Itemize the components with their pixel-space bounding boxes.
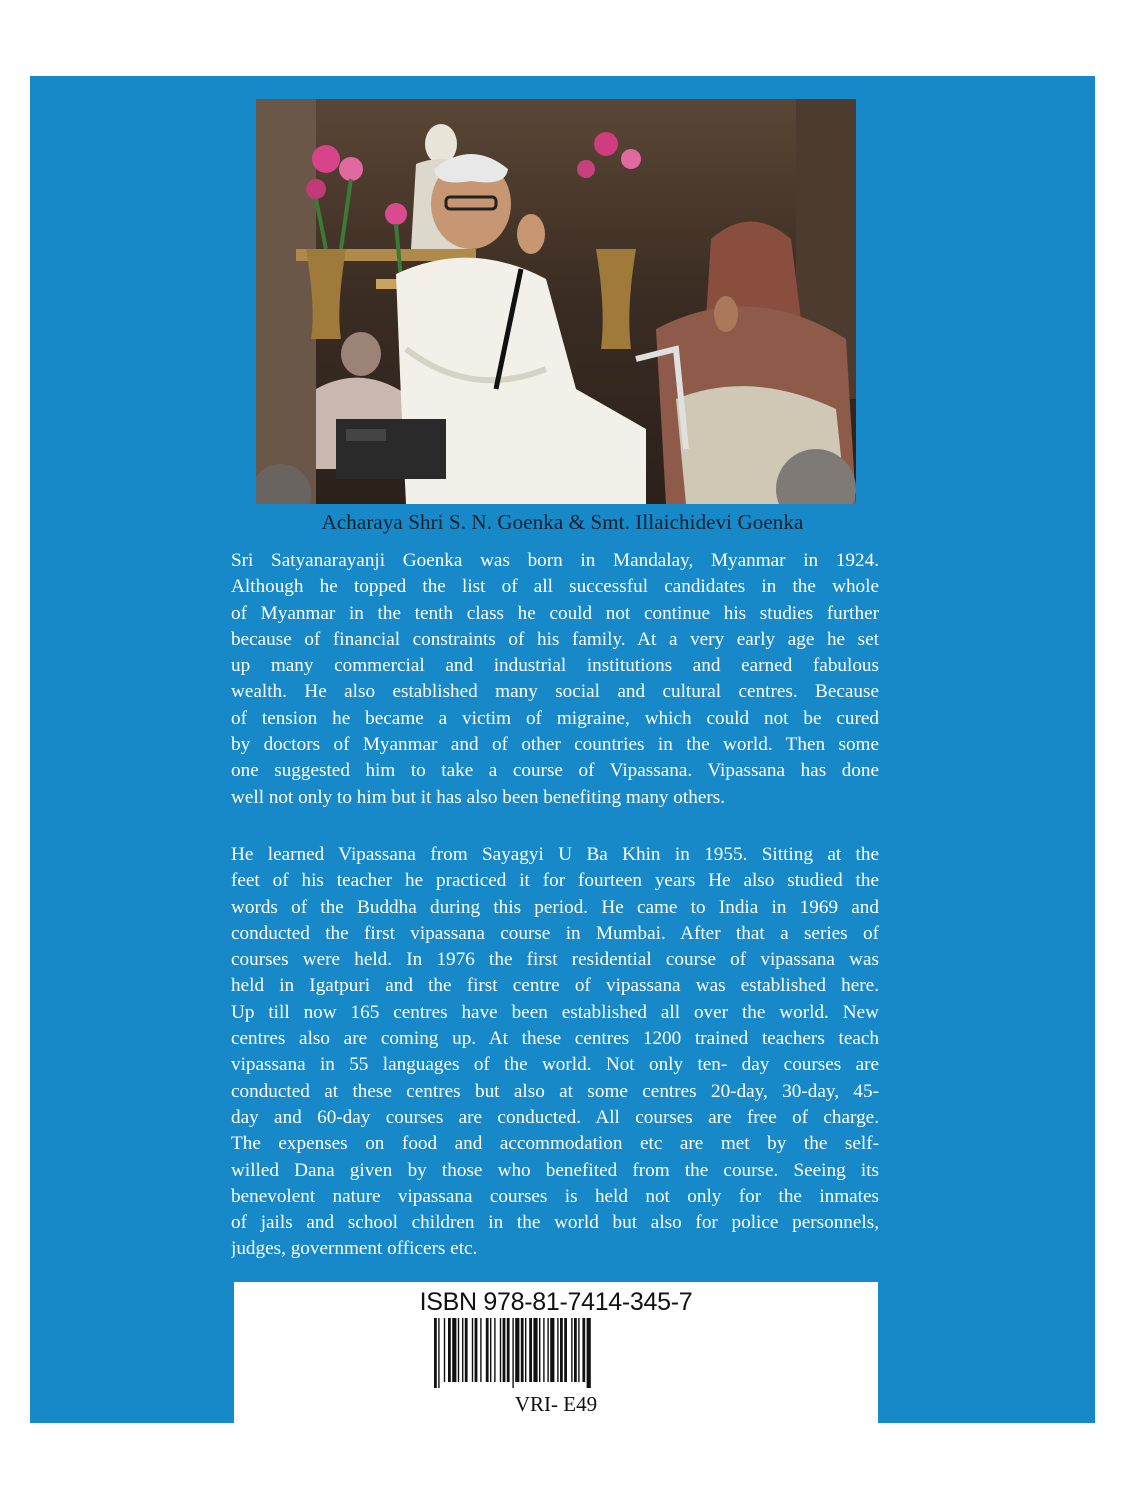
text-line: of Myanmar in the tenth class he could not continue his studies further <box>231 602 879 624</box>
biography-paragraph-2 <box>231 842 879 1263</box>
text-line: judges, government officers etc. <box>231 1238 478 1260</box>
text-line: well not only to him but it has also been benefiting many others. <box>231 786 725 808</box>
text-line: Sri Satyanarayanji Goenka was born in Mandalay, Myanmar in 1924. <box>231 550 879 571</box>
barcode-panel <box>234 1282 878 1423</box>
text-line: of tension he became a victim of migraine, which could not be cured <box>231 707 879 729</box>
photo-caption: Acharaya Shri S. N. Goenka & Smt. Illaichidevi Goenka <box>321 510 804 534</box>
text-line: Although he topped the list of all successful candidates in the whole <box>231 576 879 598</box>
text-line: by doctors of Myanmar and of other countries in the world. Then some <box>231 734 879 756</box>
text-line: feet of his teacher he practiced it for fourteen years He also studied the <box>231 870 879 892</box>
text-line: centres also are coming up. At these centres 1200 trained teachers teach <box>231 1028 879 1050</box>
back-cover <box>30 76 1095 1423</box>
text-line: The expenses on food and accommodation etc are met by the self- <box>231 1133 879 1155</box>
text-line: courses were held. In 1976 the first residential course of vipassana was <box>231 949 879 971</box>
text-line: of jails and school children in the world but also for police personnels, <box>231 1212 879 1234</box>
barcode-icon <box>434 1318 684 1388</box>
text-line: because of financial constraints of his family. At a very early age he set <box>231 628 879 650</box>
text-line: held in Igatpuri and the first centre of vipassana was established here. <box>231 975 879 997</box>
catalog-code: VRI- E49 <box>514 1392 598 1416</box>
text-line: He learned Vipassana from Sayagyi U Ba Khin in 1955. Sitting at the <box>231 844 879 865</box>
text-line: conducted the first vipassana course in Mumbai. After that a series of <box>231 922 879 944</box>
text-line: day and 60-day courses are conducted. All courses are free of charge. <box>231 1106 879 1128</box>
text-line: willed Dana given by those who benefited from the course. Seeing its <box>231 1159 879 1181</box>
photo-icon <box>256 99 856 504</box>
text-line: vipassana in 55 languages of the world. Not only ten- day courses are <box>231 1054 879 1076</box>
text-line: up many commercial and industrial institutions and earned fabulous <box>231 655 879 677</box>
cover-photo <box>256 99 856 504</box>
text-line: wealth. He also established many social and cultural centres. Because <box>231 681 879 703</box>
text-line: benevolent nature vipassana courses is held not only for the inmates <box>231 1185 879 1207</box>
isbn-number: ISBN 978-81-7414-345-7 <box>419 1288 693 1316</box>
text-line: words of the Buddha during this period. He came to India in 1969 and <box>231 896 879 918</box>
text-line: conducted at these centres but also at some centres 20-day, 30-day, 45- <box>231 1080 879 1102</box>
biography-paragraph-1 <box>231 548 879 811</box>
text-line: Up till now 165 centres have been established all over the world. New <box>231 1001 879 1023</box>
text-line: one suggested him to take a course of Vipassana. Vipassana has done <box>231 760 879 782</box>
